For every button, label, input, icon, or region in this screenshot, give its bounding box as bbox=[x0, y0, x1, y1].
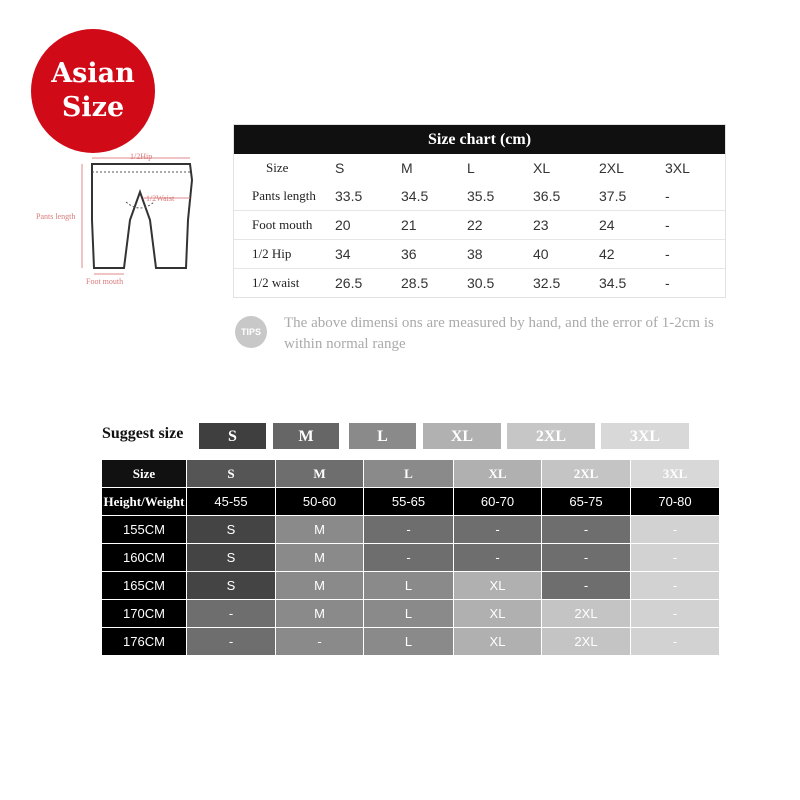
size-chart-row bbox=[234, 239, 725, 268]
grid-fit-cell: S bbox=[187, 544, 276, 572]
suggest-size-box: 2XL bbox=[507, 423, 595, 449]
grid-weight-cell: 70-80 bbox=[631, 488, 720, 516]
grid-weight-cell: 65-75 bbox=[542, 488, 631, 516]
measurement-cell: 20 bbox=[335, 217, 351, 233]
badge-line1: Asian bbox=[51, 58, 135, 89]
measurement-cell: 23 bbox=[533, 217, 549, 233]
grid-fit-cell: - bbox=[631, 572, 720, 600]
grid-fit-cell: - bbox=[542, 516, 631, 544]
grid-fit-cell: XL bbox=[454, 600, 542, 628]
grid-height-cell: 165CM bbox=[102, 572, 187, 600]
grid-height-cell: 176CM bbox=[102, 628, 187, 656]
grid-fit-cell: M bbox=[276, 600, 364, 628]
measurement-cell: 36.5 bbox=[533, 188, 561, 204]
suggest-size-box: L bbox=[349, 423, 416, 449]
grid-fit-cell: 2XL bbox=[542, 600, 631, 628]
grid-fit-cell: S bbox=[187, 572, 276, 600]
size-chart-table bbox=[233, 124, 726, 298]
measurement-cell: 42 bbox=[599, 246, 615, 262]
suggest-size-box: 3XL bbox=[601, 423, 689, 449]
size-chart-row bbox=[234, 268, 725, 297]
grid-height-cell: 160CM bbox=[102, 544, 187, 572]
measurement-cell: 28.5 bbox=[401, 275, 429, 291]
size-col: 2XL bbox=[599, 160, 624, 176]
grid-size-header: M bbox=[276, 460, 364, 488]
measurement-cell: - bbox=[665, 246, 670, 262]
grid-size-header: 2XL bbox=[542, 460, 631, 488]
grid-fit-cell: S bbox=[187, 516, 276, 544]
measurement-cell: 21 bbox=[401, 217, 417, 233]
shorts-diagram bbox=[30, 150, 220, 290]
grid-weight-cell: 50-60 bbox=[276, 488, 364, 516]
grid-size-header: S bbox=[187, 460, 276, 488]
grid-fit-cell: L bbox=[364, 572, 454, 600]
suggest-size-label: Suggest size bbox=[102, 425, 184, 442]
foot-mouth-label: Foot mouth bbox=[86, 277, 124, 286]
grid-fit-cell: - bbox=[454, 516, 542, 544]
size-col: S bbox=[335, 160, 345, 176]
suggest-size-box: M bbox=[273, 423, 339, 449]
row-label: 1/2 waist bbox=[252, 275, 300, 290]
measurement-cell: 26.5 bbox=[335, 275, 363, 291]
measurement-cell: 33.5 bbox=[335, 188, 363, 204]
row-label: 1/2 Hip bbox=[252, 246, 292, 261]
size-col: XL bbox=[533, 160, 551, 176]
half-hip-label: 1/2Hip bbox=[130, 152, 153, 161]
half-waist-label: 1/2Waist bbox=[146, 194, 175, 203]
height-weight-grid bbox=[102, 460, 720, 656]
grid-fit-cell: - bbox=[542, 544, 631, 572]
grid-fit-cell: - bbox=[364, 516, 454, 544]
grid-fit-cell: L bbox=[364, 628, 454, 656]
measurement-cell: 34 bbox=[335, 246, 351, 262]
size-chart-row bbox=[234, 182, 725, 210]
size-chart-row bbox=[234, 210, 725, 239]
tips-icon: TIPS bbox=[235, 316, 267, 348]
measurement-cell: 32.5 bbox=[533, 275, 561, 291]
grid-fit-cell: - bbox=[454, 544, 542, 572]
grid-fit-cell: - bbox=[631, 600, 720, 628]
size-col: L bbox=[467, 160, 475, 176]
grid-fit-cell: - bbox=[542, 572, 631, 600]
grid-fit-cell: - bbox=[631, 516, 720, 544]
measurement-cell: 40 bbox=[533, 246, 549, 262]
grid-height-cell: 155CM bbox=[102, 516, 187, 544]
row-label: Foot mouth bbox=[252, 217, 313, 232]
grid-fit-cell: M bbox=[276, 516, 364, 544]
measurement-cell: - bbox=[665, 188, 670, 204]
grid-fit-cell: XL bbox=[454, 572, 542, 600]
measurement-cell: - bbox=[665, 217, 670, 233]
size-col: M bbox=[401, 160, 413, 176]
measurement-cell: 36 bbox=[401, 246, 417, 262]
grid-fit-cell: - bbox=[631, 544, 720, 572]
size-col: 3XL bbox=[665, 160, 690, 176]
measurement-cell: 24 bbox=[599, 217, 615, 233]
grid-fit-cell: XL bbox=[454, 628, 542, 656]
measurement-cell: 22 bbox=[467, 217, 483, 233]
size-chart-header-row bbox=[234, 154, 725, 182]
grid-fit-cell: - bbox=[276, 628, 364, 656]
badge-line2: Size bbox=[61, 92, 125, 123]
suggest-size-box: XL bbox=[423, 423, 501, 449]
grid-fit-cell: L bbox=[364, 600, 454, 628]
grid-fit-cell: 2XL bbox=[542, 628, 631, 656]
measurement-cell: 34.5 bbox=[401, 188, 429, 204]
size-header-label: Size bbox=[266, 160, 289, 175]
measurement-cell: 30.5 bbox=[467, 275, 495, 291]
measurement-cell: 37.5 bbox=[599, 188, 627, 204]
grid-size-header: 3XL bbox=[631, 460, 720, 488]
measurement-cell: 35.5 bbox=[467, 188, 495, 204]
size-chart-title: Size chart (cm) bbox=[234, 125, 725, 154]
measurement-cell: 34.5 bbox=[599, 275, 627, 291]
tips-note: The above dimensi ons are measured by hand, and the error of 1-2cm is within normal range bbox=[284, 315, 714, 352]
grid-fit-cell: M bbox=[276, 572, 364, 600]
grid-height-weight-label: Height/Weight bbox=[102, 488, 187, 516]
grid-weight-cell: 55-65 bbox=[364, 488, 454, 516]
grid-size-header: L bbox=[364, 460, 454, 488]
row-label: Pants length bbox=[252, 188, 316, 203]
grid-size-label: Size bbox=[102, 460, 187, 488]
grid-fit-cell: - bbox=[631, 628, 720, 656]
asian-size-badge bbox=[31, 29, 155, 153]
grid-height-cell: 170CM bbox=[102, 600, 187, 628]
grid-weight-cell: 45-55 bbox=[187, 488, 276, 516]
grid-fit-cell: - bbox=[364, 544, 454, 572]
grid-fit-cell: M bbox=[276, 544, 364, 572]
grid-weight-cell: 60-70 bbox=[454, 488, 542, 516]
grid-fit-cell: - bbox=[187, 628, 276, 656]
grid-fit-cell: - bbox=[187, 600, 276, 628]
grid-size-header: XL bbox=[454, 460, 542, 488]
measurement-cell: 38 bbox=[467, 246, 483, 262]
suggest-size-box: S bbox=[199, 423, 266, 449]
measurement-cell: - bbox=[665, 275, 670, 291]
pants-length-label: Pants length bbox=[36, 212, 76, 221]
